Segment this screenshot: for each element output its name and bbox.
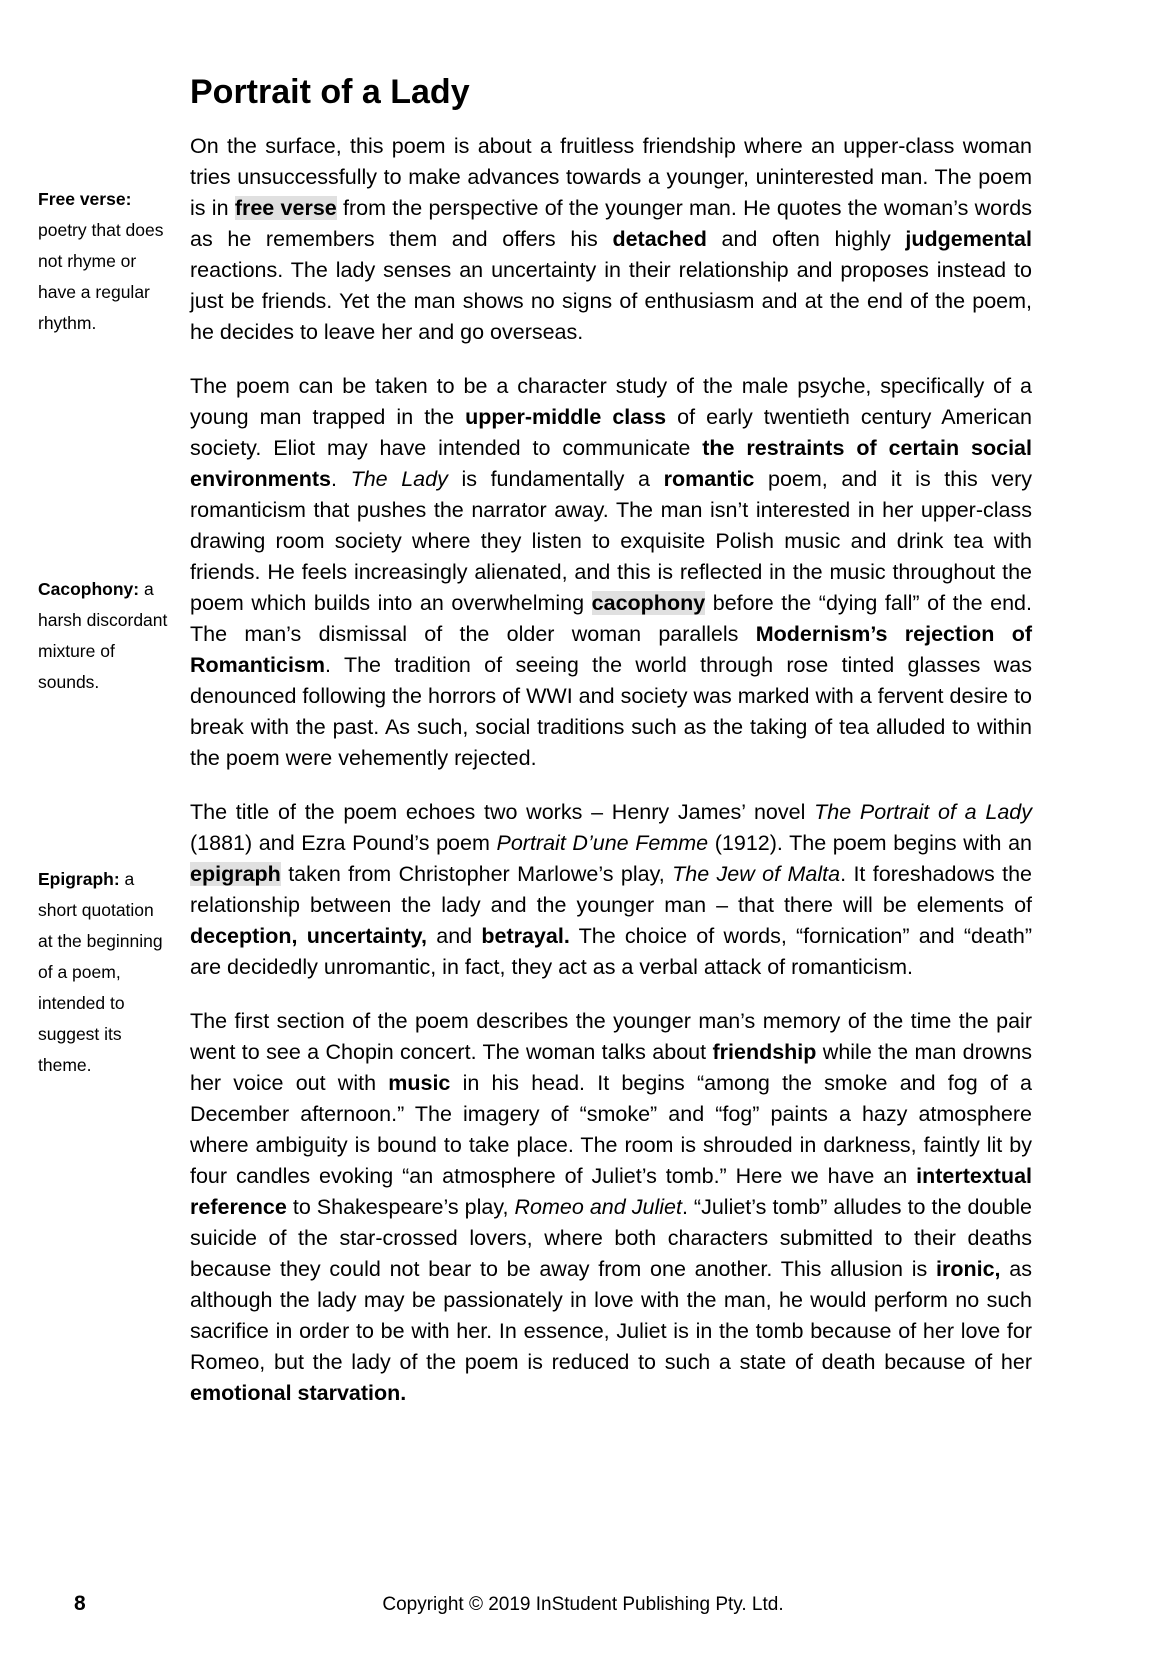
text-segment: emotional starvation. bbox=[190, 1381, 407, 1405]
text-segment: reactions. The lady senses an uncertainty in their relationship and proposes instead to just be friends. Yet the man shows no signs of enthusiasm and at the end of the poem, he decides to leave her and go overseas. bbox=[190, 258, 1032, 344]
paragraph-summary bbox=[190, 131, 1032, 348]
text-segment: Portrait D’une Femme bbox=[496, 831, 709, 855]
text-segment: The Portrait of a Lady bbox=[814, 800, 1033, 824]
page-title: Portrait of a Lady bbox=[190, 73, 470, 111]
text-segment: . It foreshadows the relationship between the lady and the younger man – that there will be elements of bbox=[190, 862, 1032, 917]
text-segment: poem, and it is this very romanticism that pushes the narrator away. The man isn’t interested in her upper-class drawing room society where they listen to exquisite Polish music and drink tea with friends. He feels increasingly alienated, and this is reflected in the music throughout the poem which builds into an overwhelming bbox=[190, 467, 1032, 615]
text-segment: (1912). The poem begins with an bbox=[708, 831, 1032, 855]
copyright-line: Copyright © 2019 InStudent Publishing Pty. Ltd. bbox=[382, 1594, 784, 1615]
text-segment: while the man drowns her voice out with bbox=[190, 1040, 1032, 1095]
margin-note-term: Cacophony: bbox=[38, 579, 140, 599]
text-segment: is fundamentally a bbox=[447, 467, 664, 491]
text-segment: detached bbox=[612, 227, 707, 251]
margin-note-term: Epigraph: bbox=[38, 869, 120, 889]
text-segment: betrayal. bbox=[481, 924, 570, 948]
text-segment: and bbox=[427, 924, 482, 948]
text-segment: as although the lady may be passionately in love with the man, he would perform no such sacrifice in order to be with her. In essence, Juliet is in the tomb because of her love for Romeo, but the lady of the poem is reduced to such a state of death because of her bbox=[190, 1257, 1032, 1374]
text-segment: The title of the poem echoes two works – Henry James’ novel bbox=[190, 800, 815, 824]
highlighted-term: free verse bbox=[234, 196, 337, 220]
text-segment: of early twentieth century American society. Eliot may have intended to communicate bbox=[190, 405, 1033, 460]
highlighted-term: cacophony bbox=[591, 591, 706, 615]
highlighted-term: epigraph bbox=[190, 862, 281, 886]
text-segment: On the surface, this poem is about a fruitless friendship where an upper-class woman tries unsuccessfully to make advances towards a younger, uninterested man. The poem is in bbox=[190, 134, 1032, 220]
text-segment: ironic, bbox=[936, 1257, 1001, 1281]
text-segment: Modernism’s rejection of Romanticism bbox=[190, 622, 1032, 677]
text-segment: and often highly bbox=[706, 227, 906, 251]
text-segment: before the “dying fall” of the end. The man’s dismissal of the older woman parallels bbox=[190, 591, 1032, 646]
text-segment: friendship bbox=[712, 1040, 817, 1064]
text-segment: . “Juliet’s tomb” alludes to the double suicide of the star-crossed lovers, where both characters submitted to their deaths because they could not bear to be away from one another. This allusion is bbox=[190, 1195, 1033, 1281]
text-segment: (1881) and Ezra Pound’s poem bbox=[190, 831, 497, 855]
text-segment: The poem can be taken to be a character study of the male psyche, specifically of a young man trapped in the bbox=[190, 374, 1032, 429]
text-segment: . The tradition of seeing the world through rose tinted glasses was denounced following the horrors of WWI and society was marked with a fervent desire to break with the past. As such, social traditions such as the taking of tea alluded to within the poem were vehemently rejected. bbox=[190, 653, 1032, 770]
text-segment: in his head. It begins “among the smoke and fog of a December afternoon.” The imagery of “smoke” and “fog” paints a hazy atmosphere where ambiguity is bound to take place. The room is shrouded in darkness, faintly lit by four candles evoking “an atmosphere of Juliet’s tomb.” Here we have an bbox=[190, 1071, 1032, 1188]
margin-note-epigraph bbox=[38, 864, 172, 1081]
text-segment: . bbox=[330, 467, 351, 491]
main-text-column bbox=[190, 0, 1032, 1432]
paragraph-character-study bbox=[190, 371, 1032, 774]
text-segment: The choice of words, “fornication” and “death” are decidedly unromantic, in fact, they act as a verbal attack of romanticism. bbox=[190, 924, 1032, 979]
margin-note-definition: poetry that does not rhyme or have a regular rhythm. bbox=[38, 220, 164, 333]
text-segment: The first section of the poem describes the younger man’s memory of the time the pair went to see a Chopin concert. The woman talks about bbox=[190, 1009, 1032, 1064]
paragraph-title-echoes bbox=[190, 797, 1032, 983]
text-segment: the restraints of certain social environments bbox=[190, 436, 1032, 491]
text-segment: to Shakespeare’s play, bbox=[286, 1195, 515, 1219]
text-segment: Romeo and Juliet bbox=[514, 1195, 682, 1219]
text-segment: The Jew of Malta bbox=[672, 862, 841, 886]
text-segment: upper-middle class bbox=[465, 405, 667, 429]
margin-note-cacophony bbox=[38, 574, 172, 698]
text-segment: The Lady bbox=[350, 467, 448, 491]
margin-note-definition: a short quotation at the beginning of a poem, intended to suggest its theme. bbox=[38, 869, 163, 1075]
text-segment: intertextual reference bbox=[190, 1164, 1032, 1219]
text-segment: taken from Christopher Marlowe’s play, bbox=[280, 862, 673, 886]
text-segment: romantic bbox=[663, 467, 755, 491]
text-segment: from the perspective of the younger man. He quotes the woman’s words as he remembers them and offers his bbox=[190, 196, 1032, 251]
text-segment: judgemental bbox=[905, 227, 1032, 251]
margin-note-term: Free verse: bbox=[38, 189, 132, 209]
page-number: 8 bbox=[74, 1592, 86, 1615]
paragraph-first-section bbox=[190, 1006, 1032, 1409]
text-segment: music bbox=[388, 1071, 451, 1095]
margin-note-definition: a harsh discordant mixture of sounds. bbox=[38, 579, 168, 692]
text-segment: deception, uncertainty, bbox=[190, 924, 428, 948]
margin-note-free-verse bbox=[38, 184, 172, 339]
